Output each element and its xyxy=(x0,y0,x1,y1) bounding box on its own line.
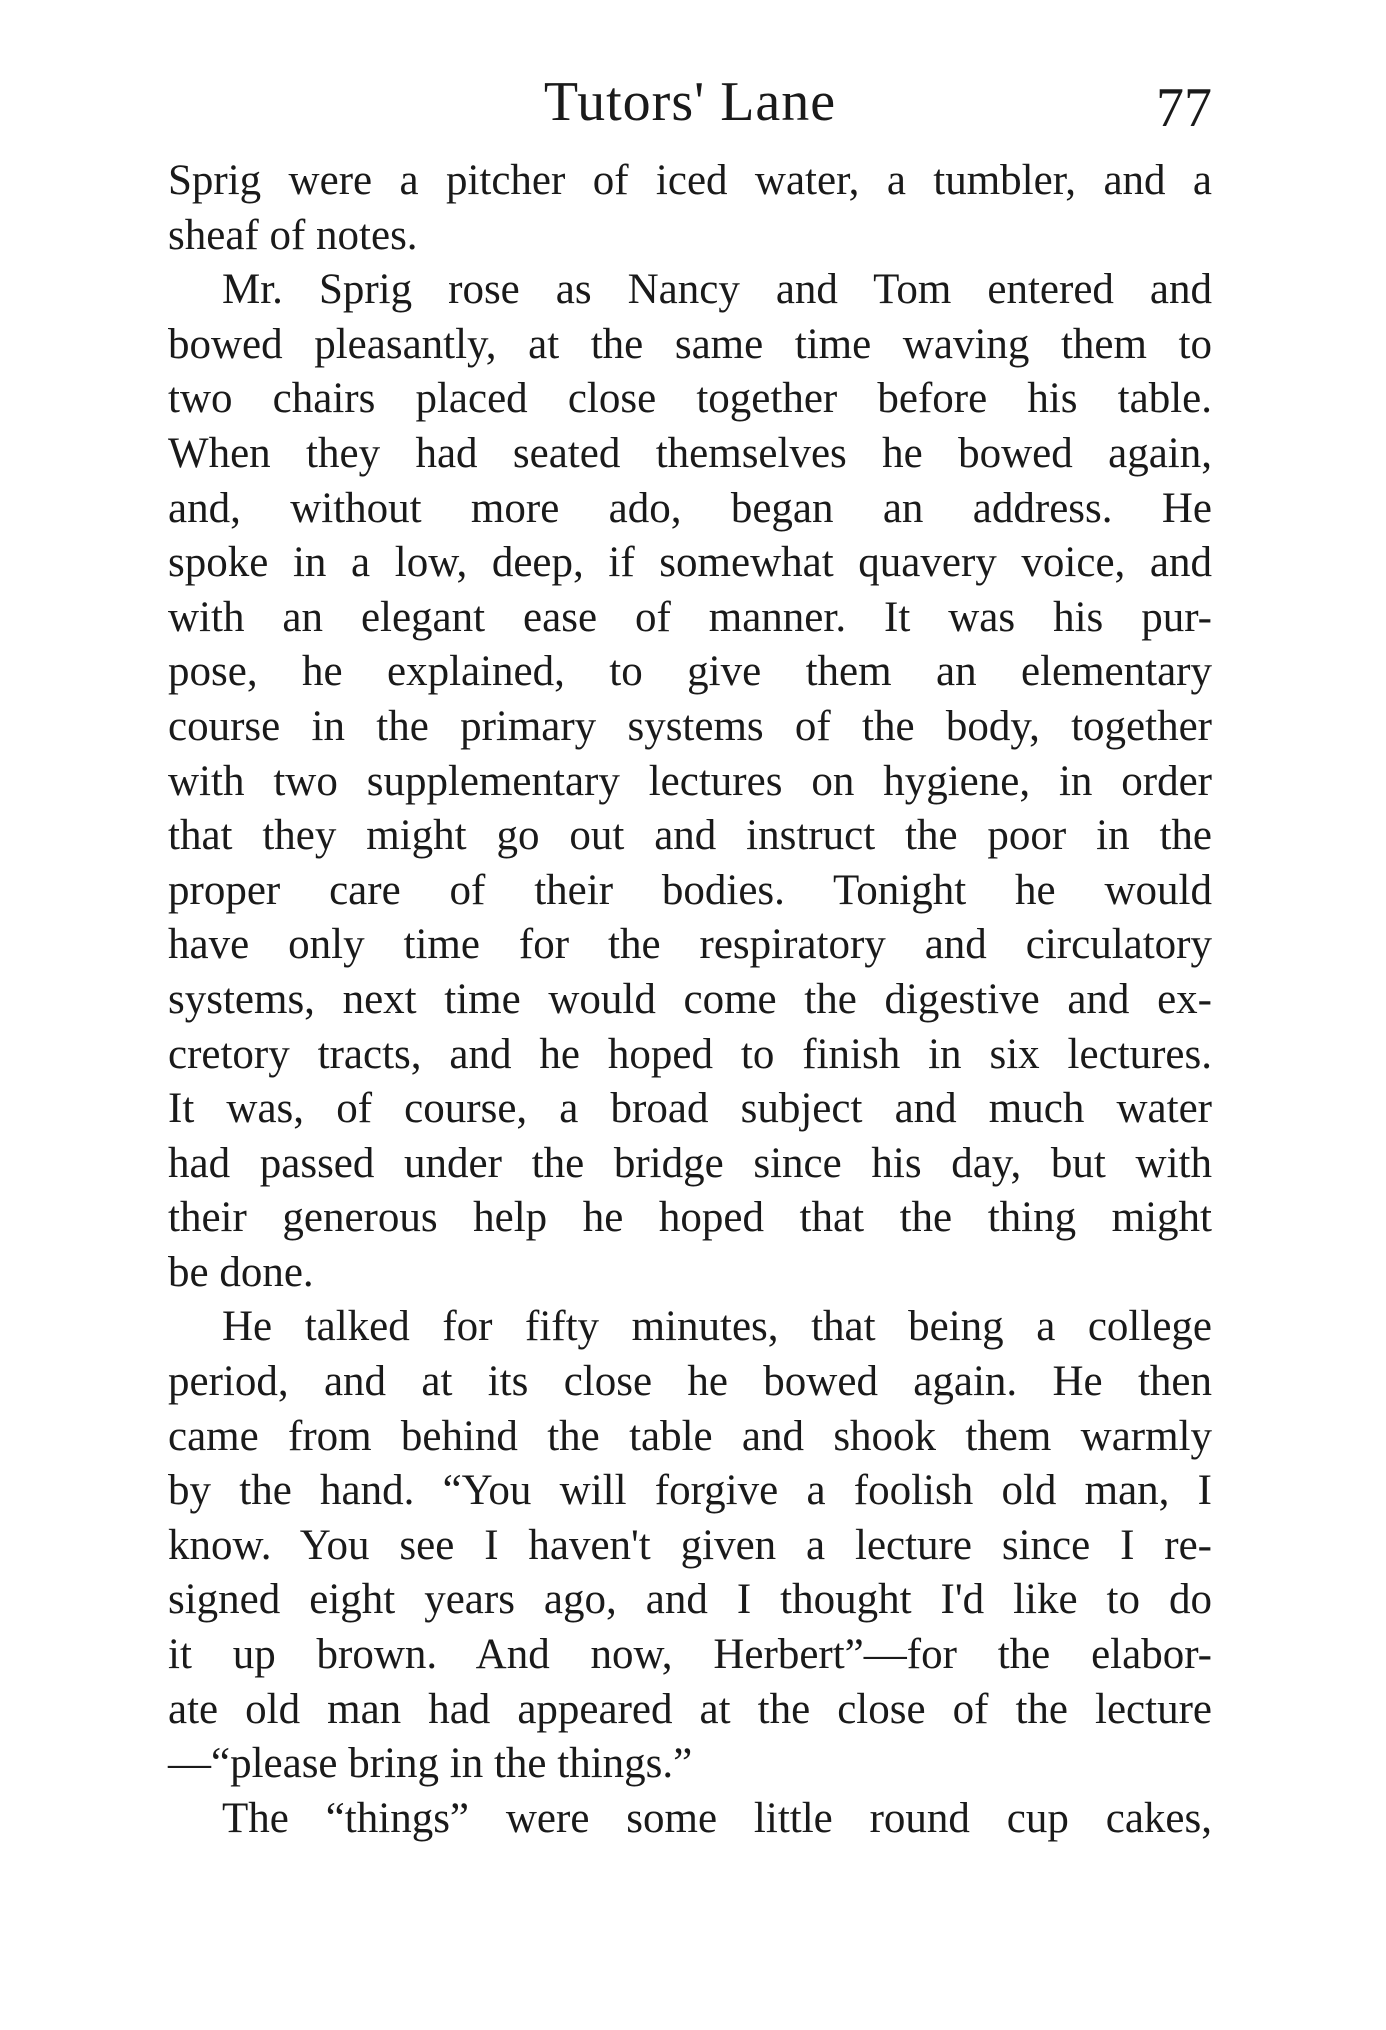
text-line: came from behind the table and shook them warmly xyxy=(168,1412,1212,1460)
text-line: The “things” were some little round cup cakes, xyxy=(222,1794,1212,1842)
text-line: it up brown. And now, Herbert”—for the elabor- xyxy=(168,1631,1212,1679)
text-line: be done. xyxy=(168,1248,314,1296)
text-line: Mr. Sprig rose as Nancy and Tom entered and xyxy=(222,266,1212,314)
text-line: and, without more ado, began an address. He xyxy=(168,484,1212,532)
text-line: sheaf of notes. xyxy=(168,211,418,259)
text-line: know. You see I haven't given a lecture since I re- xyxy=(168,1521,1212,1569)
text-line: had passed under the bridge since his day, but with xyxy=(168,1139,1212,1187)
text-line: spoke in a low, deep, if somewhat quavery voice, and xyxy=(168,539,1212,587)
text-line: bowed pleasantly, at the same time waving them to xyxy=(168,320,1212,368)
text-line: pose, he explained, to give them an elementary xyxy=(168,648,1212,696)
text-line: systems, next time would come the digestive and ex- xyxy=(168,975,1212,1023)
page-number: 77 xyxy=(1156,77,1212,139)
running-title: Tutors' Lane xyxy=(543,71,837,133)
text-line: signed eight years ago, and I thought I'd like to do xyxy=(168,1576,1212,1624)
text-line: He talked for fifty minutes, that being a college xyxy=(222,1303,1212,1351)
paragraph-2 xyxy=(168,263,1212,1300)
text-line: When they had seated themselves he bowed again, xyxy=(168,429,1212,477)
text-line: proper care of their bodies. Tonight he would xyxy=(168,866,1212,914)
page-content xyxy=(168,70,1212,1846)
text-line: period, and at its close he bowed again. He then xyxy=(168,1358,1212,1406)
text-line: course in the primary systems of the body, together xyxy=(168,702,1212,750)
text-line: ate old man had appeared at the close of the lecture xyxy=(168,1685,1212,1733)
text-line: two chairs placed close together before his table. xyxy=(168,375,1212,423)
text-line: Sprig were a pitcher of iced water, a tumbler, and a xyxy=(168,157,1212,204)
text-line: with an elegant ease of manner. It was his pur- xyxy=(168,593,1212,641)
text-line: their generous help he hoped that the thing might xyxy=(168,1194,1212,1242)
running-head xyxy=(168,70,1212,154)
text-line: with two supplementary lectures on hygiene, in order xyxy=(168,757,1212,805)
paragraph-3 xyxy=(168,1300,1212,1791)
text-line: —“please bring in the things.” xyxy=(168,1740,693,1788)
paragraph-4 xyxy=(168,1792,1212,1847)
text-line: that they might go out and instruct the poor in the xyxy=(168,812,1212,860)
text-line: by the hand. “You will forgive a foolish old man, I xyxy=(168,1467,1212,1515)
paragraph-1 xyxy=(168,154,1212,263)
text-line: have only time for the respiratory and circulatory xyxy=(168,921,1212,969)
text-line: It was, of course, a broad subject and much water xyxy=(168,1085,1212,1133)
text-line: cretory tracts, and he hoped to finish in six lectures. xyxy=(168,1030,1212,1078)
